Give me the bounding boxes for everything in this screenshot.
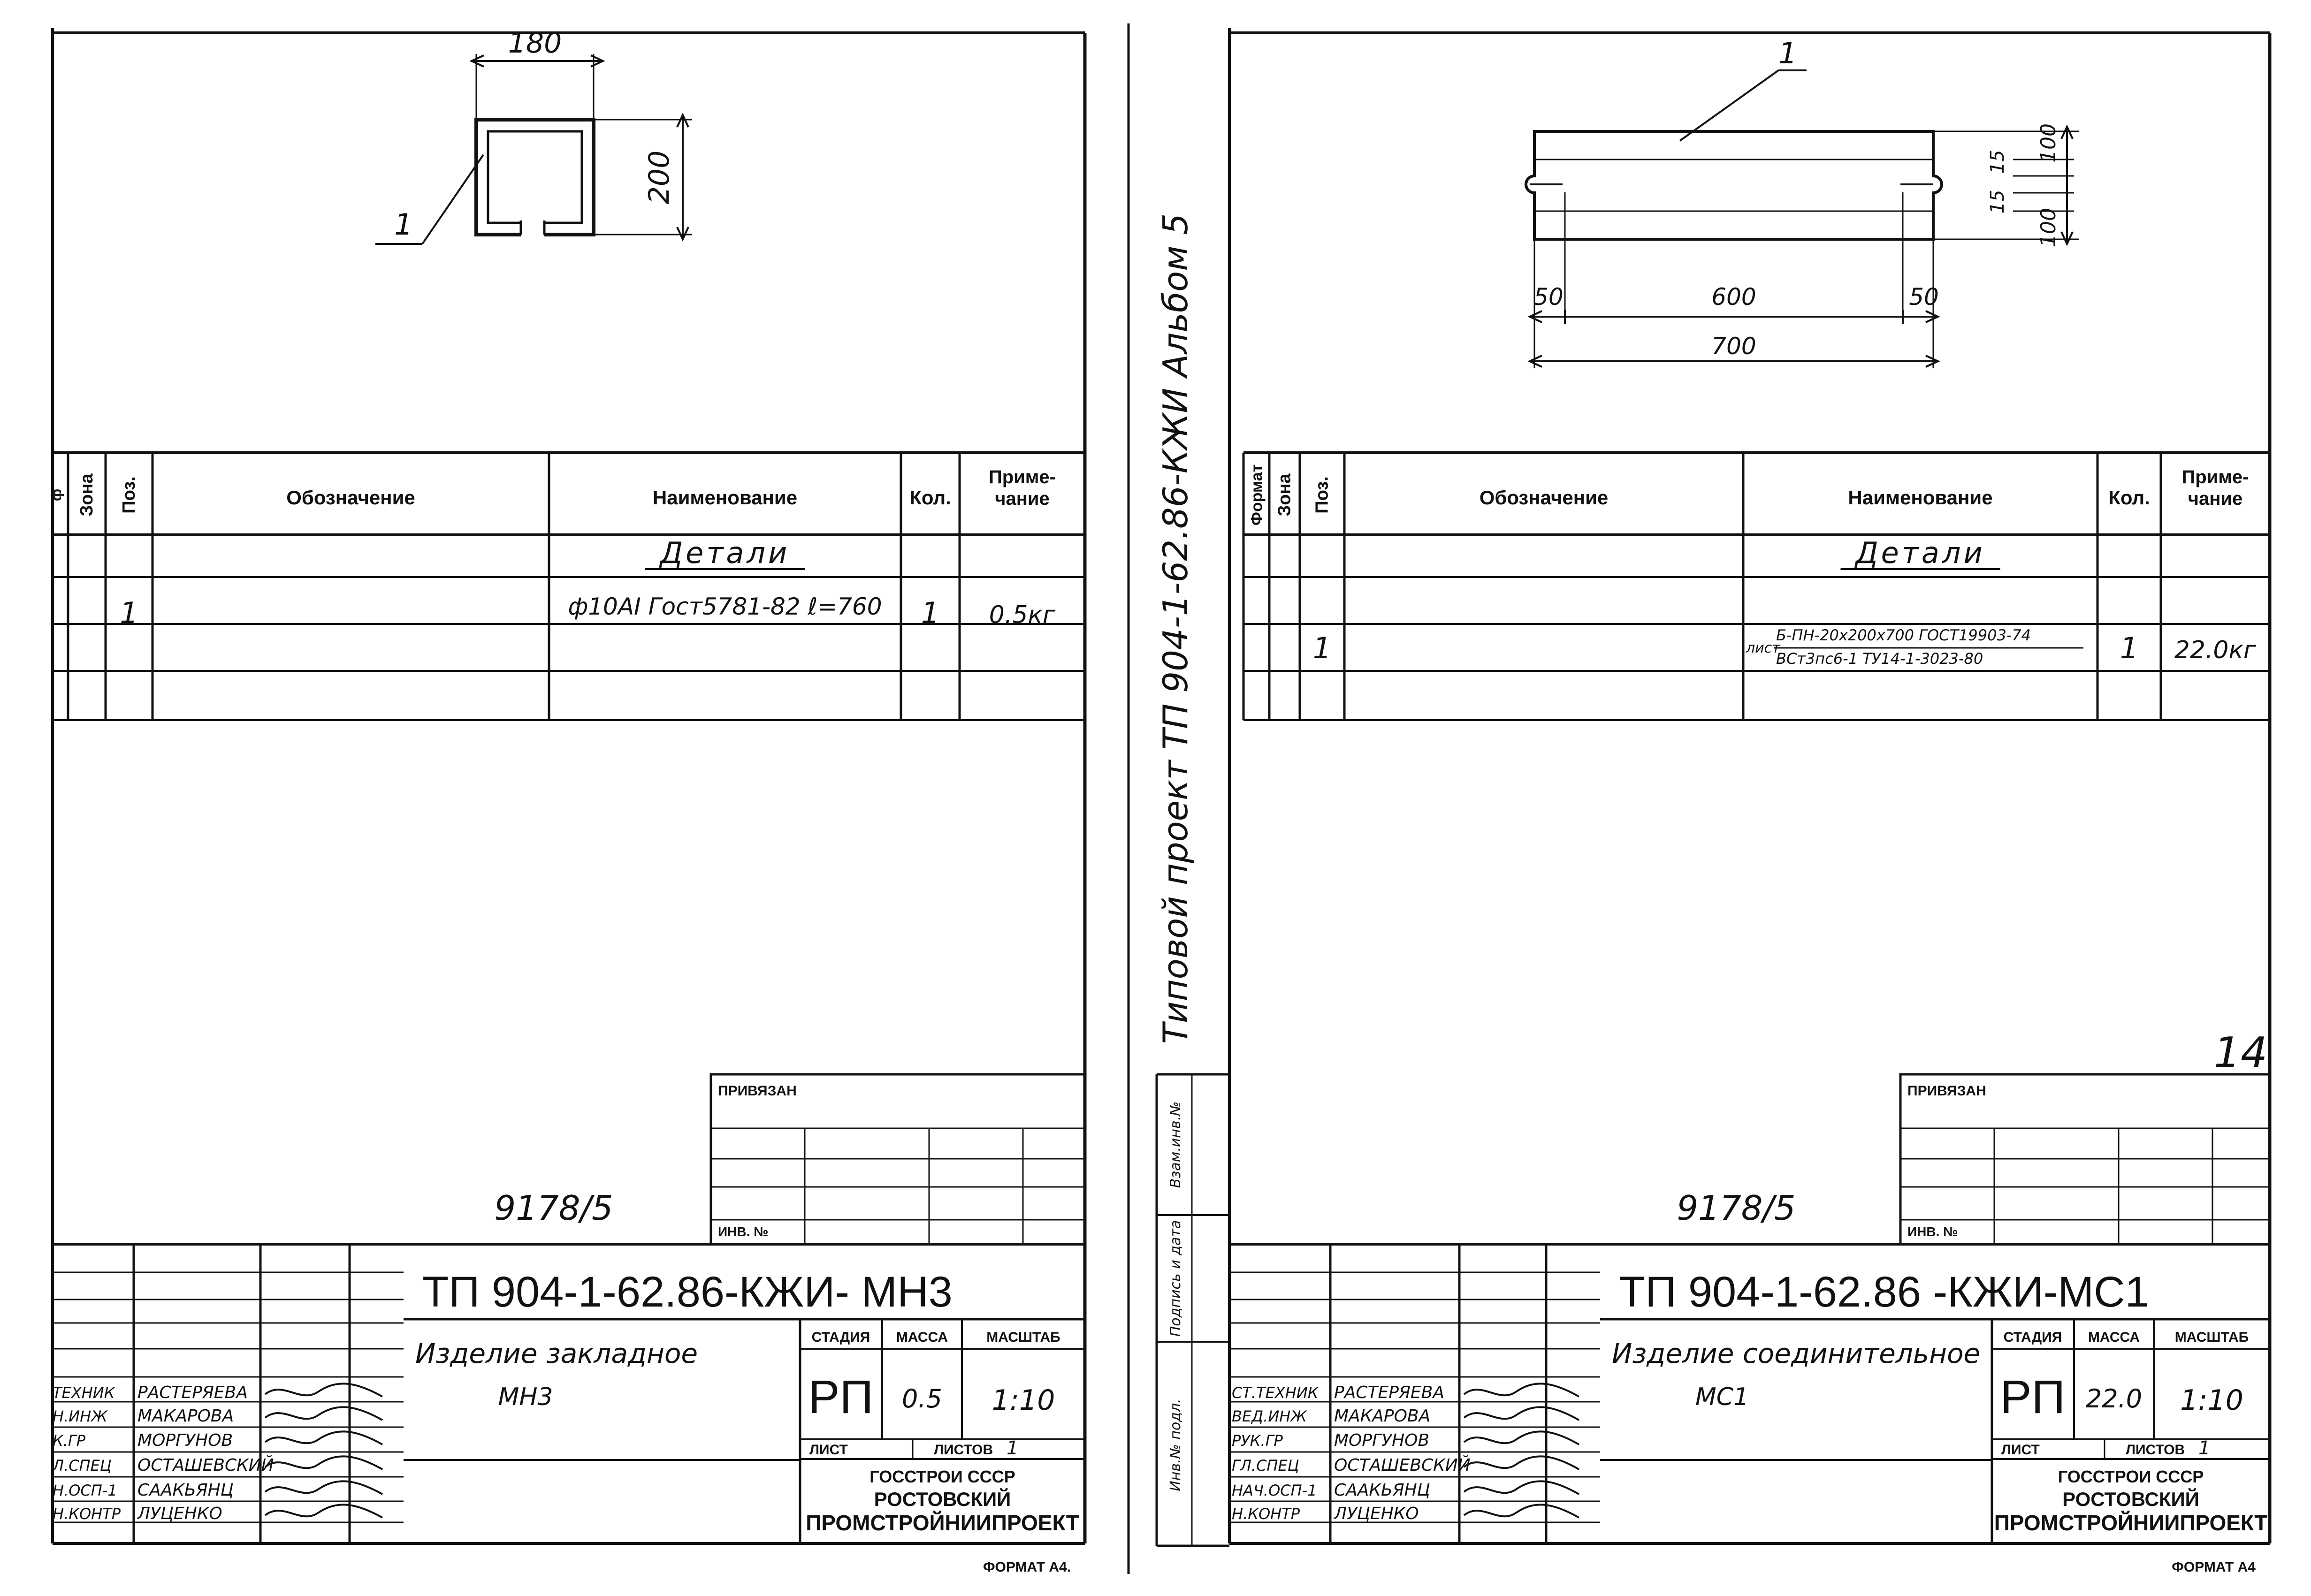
row-name-bottom: ВСт3пс6-1 ТУ14-1-3023-80 xyxy=(1776,650,1983,668)
signer-name: ОСТАШЕВСКИЙ xyxy=(1334,1456,1471,1475)
strip-label: Подпись и дата xyxy=(1167,1220,1184,1337)
stage-value: РП xyxy=(2000,1371,2066,1423)
header-zone: Зона xyxy=(77,473,97,517)
row-name-top: Б-ПН-20х200х700 ГОСТ19903-74 xyxy=(1776,626,2031,644)
sheet-label: ЛИСТ xyxy=(809,1442,848,1458)
bracket-inner xyxy=(488,131,582,223)
header-designation: Обозначение xyxy=(286,486,415,509)
scale-label: МАСШТАБ xyxy=(2174,1330,2249,1345)
signer-role: ГЛ.СПЕЦ xyxy=(1232,1457,1299,1474)
row-name-prefix: лист xyxy=(1746,640,1780,656)
section-title: Детали xyxy=(1855,536,1985,570)
stage-label: СТАДИЯ xyxy=(811,1330,870,1345)
signature-scribble xyxy=(265,1481,382,1494)
scale-label: МАСШТАБ xyxy=(986,1330,1060,1345)
header-note: Приме-чание xyxy=(2181,467,2249,509)
dim-height-value: 200 xyxy=(643,150,676,205)
signer-role: СТ.ТЕХНИК xyxy=(1232,1384,1319,1402)
document-title: ТП 904-1-62.86 -КЖИ-МС1 xyxy=(1619,1268,2149,1316)
row-pos: 1 xyxy=(120,596,138,630)
inventory-number: 9178/5 xyxy=(494,1188,613,1228)
signature-scribble xyxy=(1464,1383,1579,1397)
org-line-3: ПРОМСТРОЙНИИПРОЕКТ xyxy=(806,1511,1079,1535)
signature-scribble xyxy=(1464,1431,1579,1444)
signer-name: МАКАРОВА xyxy=(1334,1406,1431,1426)
sheets-count: 1 xyxy=(1007,1437,1019,1459)
bracket-gap xyxy=(521,219,544,237)
scale-value: 1:10 xyxy=(2180,1384,2243,1417)
item-name: Изделие соединительное xyxy=(1612,1338,1981,1369)
mass-value: 0.5 xyxy=(902,1384,942,1414)
header-zone: Зона xyxy=(1274,473,1295,517)
signer-role: Н.КОНТР xyxy=(1232,1505,1300,1523)
org-line-1: ГОССТРОИ СССР xyxy=(2058,1467,2204,1486)
header-format: ф xyxy=(49,488,64,502)
header-designation: Обозначение xyxy=(1479,486,1609,509)
inventory-number: 9178/5 xyxy=(1677,1188,1796,1228)
item-code: МС1 xyxy=(1695,1383,1749,1411)
header-pos: Поз. xyxy=(119,476,139,514)
row-name: ф10AI Гост5781-82 ℓ=760 xyxy=(568,593,882,620)
document-title: ТП 904-1-62.86-КЖИ- МН3 xyxy=(422,1268,953,1316)
header-name: Наименование xyxy=(1848,486,1993,509)
org-line-3: ПРОМСТРОЙНИИПРОЕКТ xyxy=(1994,1511,2268,1535)
signer-role: Н.ОСП-1 xyxy=(53,1482,117,1499)
inv-no-label: ИНВ. № xyxy=(718,1224,769,1239)
signer-role: К.ГР xyxy=(53,1432,86,1450)
signer-name: РАСТЕРЯЕВА xyxy=(1334,1383,1445,1402)
signer-name: РАСТЕРЯЕВА xyxy=(137,1383,248,1402)
signer-name: ЛУЦЕНКО xyxy=(137,1504,222,1523)
signer-name: СААКЬЯНЦ xyxy=(137,1481,234,1500)
leader xyxy=(422,155,483,244)
strip-label: Инв.№ подл. xyxy=(1167,1398,1184,1491)
row-note: 0.5кг xyxy=(989,601,1056,629)
mass-value: 22.0 xyxy=(2085,1384,2143,1414)
plate-outline xyxy=(1526,131,1942,239)
signature-scribble xyxy=(265,1456,382,1469)
item-name: Изделие закладное xyxy=(415,1338,698,1369)
row-qty: 1 xyxy=(921,596,940,630)
signature-scribble xyxy=(265,1431,382,1444)
bracket-outer xyxy=(476,120,594,235)
org-line-1: ГОССТРОИ СССР xyxy=(869,1467,1015,1486)
signature-scribble xyxy=(1464,1505,1579,1518)
dim-total-value: 700 xyxy=(1711,333,1756,360)
row-qty: 1 xyxy=(2120,631,2139,665)
signature-scribble xyxy=(1464,1456,1579,1469)
dim-end-left: 50 xyxy=(1533,283,1564,311)
header-name: Наименование xyxy=(652,486,798,509)
signer-role: НАЧ.ОСП-1 xyxy=(1232,1482,1317,1499)
signer-role: ВЕД.ИНЖ xyxy=(1232,1407,1307,1425)
inv-no-label: ИНВ. № xyxy=(1907,1224,1958,1239)
signature-scribble xyxy=(265,1505,382,1518)
header-qty: Кол. xyxy=(909,486,951,509)
privyazan-label: ПРИВЯЗАН xyxy=(718,1083,797,1099)
header-format: Формат xyxy=(1248,464,1266,526)
format-label: ФОРМАТ А4. xyxy=(983,1559,1071,1575)
project-strip-text: Типовой проект ТП 904-1-62.86-КЖИ Альбом 5 xyxy=(1156,213,1195,1044)
signer-role: Л.СПЕЦ xyxy=(53,1457,112,1474)
signer-role: ТЕХНИК xyxy=(53,1384,115,1402)
org-line-2: РОСТОВСКИЙ xyxy=(2062,1488,2199,1510)
row-note: 22.0кг xyxy=(2174,636,2257,664)
signer-name: ЛУЦЕНКО xyxy=(1334,1504,1419,1523)
signature-scribble xyxy=(1464,1481,1579,1494)
sheets-count: 1 xyxy=(2198,1437,2211,1459)
signer-name: МОРГУНОВ xyxy=(1334,1431,1430,1450)
section-title: Детали xyxy=(660,536,790,570)
sheets-label: ЛИСТОВ xyxy=(934,1442,993,1458)
dim-middle: 600 xyxy=(1711,283,1756,311)
callout-number: 1 xyxy=(1778,36,1797,70)
mass-label: МАССА xyxy=(896,1330,948,1345)
signature-scribble xyxy=(265,1383,382,1397)
callout-number: 1 xyxy=(394,207,413,242)
item-code: МН3 xyxy=(498,1383,553,1411)
dim-end-right: 50 xyxy=(1909,283,1939,311)
privyazan-label: ПРИВЯЗАН xyxy=(1907,1083,1986,1099)
header-pos: Поз. xyxy=(1312,476,1332,514)
signer-role: Н.ИНЖ xyxy=(53,1407,107,1425)
stage-label: СТАДИЯ xyxy=(2003,1330,2062,1345)
org-line-2: РОСТОВСКИЙ xyxy=(874,1488,1011,1510)
stage-value: РП xyxy=(808,1371,874,1423)
header-note: Приме-чание xyxy=(989,467,1056,509)
mass-label: МАССА xyxy=(2088,1330,2140,1345)
row-pos: 1 xyxy=(1312,631,1332,665)
signer-name: МОРГУНОВ xyxy=(137,1431,233,1450)
page-number: 14 xyxy=(2213,1028,2268,1078)
signer-name: ОСТАШЕВСКИЙ xyxy=(137,1456,274,1475)
signer-name: СААКЬЯНЦ xyxy=(1334,1481,1430,1500)
sheets-label: ЛИСТОВ xyxy=(2126,1442,2185,1458)
dim-top: 100 xyxy=(2036,123,2060,163)
signer-role: Н.КОНТР xyxy=(53,1505,121,1523)
scale-value: 1:10 xyxy=(992,1384,1055,1417)
dim-slot-b: 15 xyxy=(1987,190,2008,214)
signer-name: МАКАРОВА xyxy=(137,1406,234,1426)
format-label: ФОРМАТ А4 xyxy=(2172,1559,2256,1575)
dim-width-value: 180 xyxy=(508,27,562,60)
header-qty: Кол. xyxy=(2108,486,2150,509)
signature-scribble xyxy=(265,1407,382,1420)
sheet-label: ЛИСТ xyxy=(2001,1442,2040,1458)
signature-scribble xyxy=(1464,1407,1579,1420)
signer-role: РУК.ГР xyxy=(1232,1432,1283,1450)
dim-slot-a: 15 xyxy=(1987,150,2008,174)
dim-bottom: 100 xyxy=(2036,208,2060,247)
strip-label: Взам.инв.№ xyxy=(1167,1101,1184,1188)
